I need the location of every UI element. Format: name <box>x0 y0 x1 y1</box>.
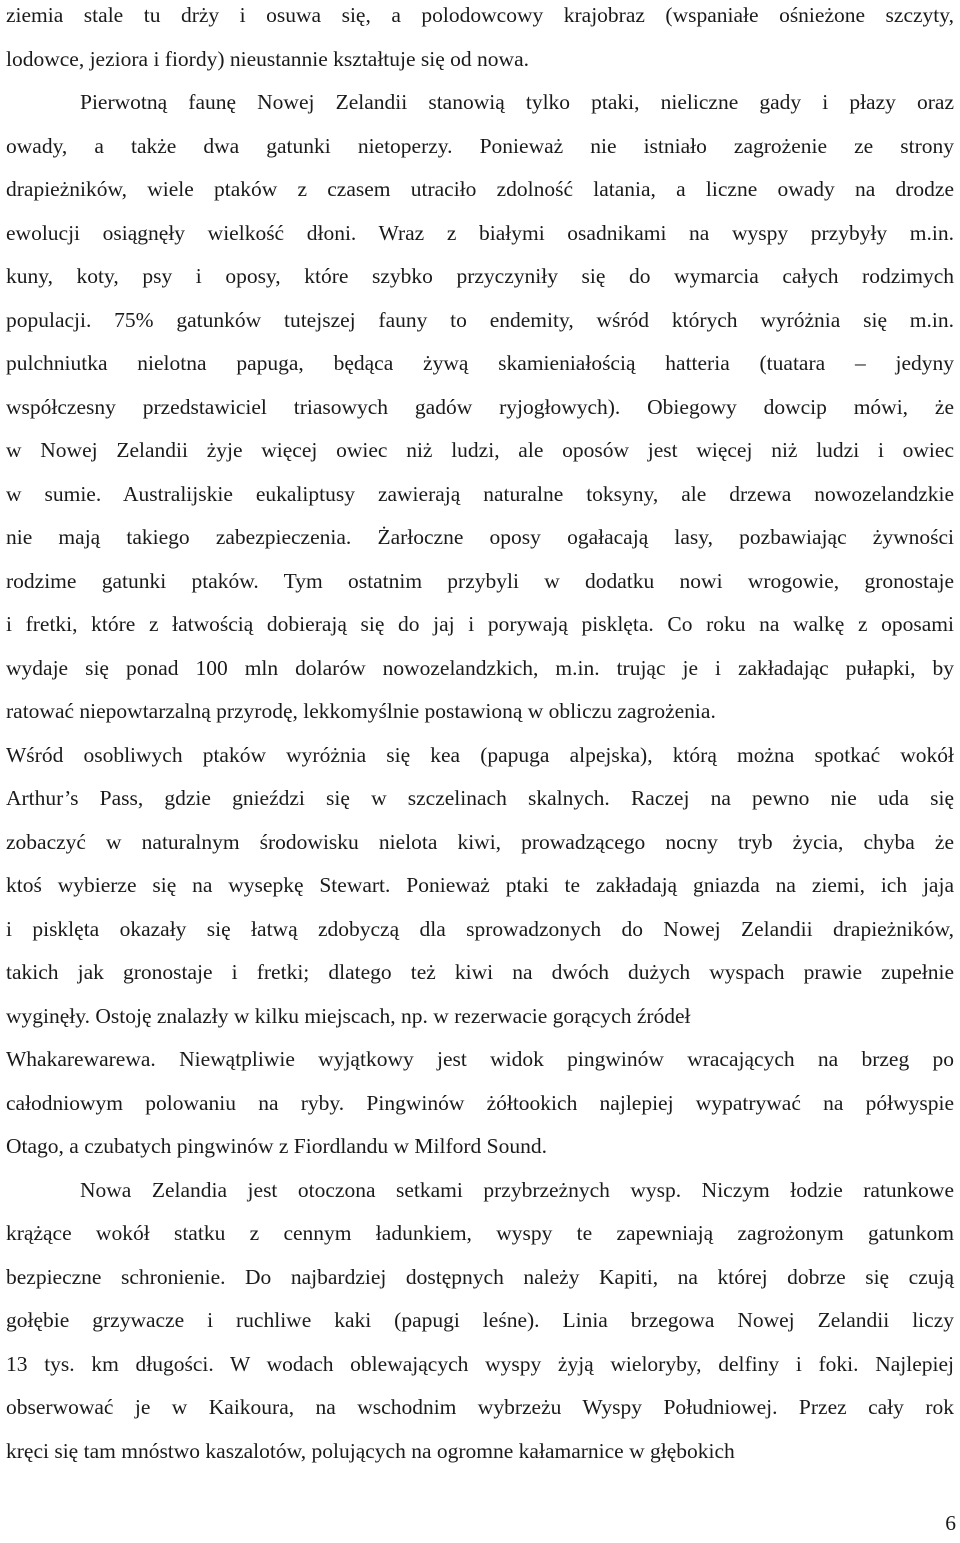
text-line: ziemia stale tu drży i osuwa się, a polodowcowy krajobraz (wspaniałe ośnieżone szczyty, <box>6 3 954 27</box>
text-line: gołębie grzywacze i ruchliwe kaki (papugi leśne). Linia brzegowa Nowej Zelandii liczy <box>6 1308 954 1332</box>
text-line: Whakarewarewa. Niewątpliwie wyjątkowy jest widok pingwinów wracających na brzeg po <box>6 1047 954 1071</box>
text-line: współczesny przedstawiciel triasowych gadów ryjogłowych). Obiegowy dowcip mówi, że <box>6 395 954 419</box>
text-line: ratować niepowtarzalną przyrodę, lekkomyślnie postawioną w obliczu zagrożenia. <box>6 699 716 723</box>
text-line: pulchniutka nielotna papuga, będąca żywą skamieniałością hatteria (tuatara – jedyny <box>6 351 954 375</box>
text-line: bezpieczne schronienie. Do najbardziej dostępnych należy Kapiti, na której dobrze się czują <box>6 1265 954 1289</box>
text-line: owady, a także dwa gatunki nietoperzy. Ponieważ nie istniało zagrożenie ze strony <box>6 134 954 158</box>
text-line: takich jak gronostaje i fretki; dlatego też kiwi na dwóch dużych wyspach prawie zupełnie <box>6 960 954 984</box>
text-line: i fretki, które z łatwością dobierają się do jaj i porywają pisklęta. Co roku na walkę z oposami <box>6 612 954 636</box>
text-line: obserwować je w Kaikoura, na wschodnim wybrzeżu Wyspy Południowej. Przez cały rok <box>6 1395 954 1419</box>
text-line: Nowa Zelandia jest otoczona setkami przybrzeżnych wysp. Niczym łodzie ratunkowe <box>80 1178 954 1202</box>
text-line: i pisklęta okazały się łatwą zdobyczą dla sprowadzonych do Nowej Zelandii drapieżników, <box>6 917 954 941</box>
text-line: w Nowej Zelandii żyje więcej owiec niż ludzi, ale oposów jest więcej niż ludzi i owiec <box>6 438 954 462</box>
text-line: populacji. 75% gatunków tutejszej fauny to endemity, wśród których wyróżnia się m.in. <box>6 308 954 332</box>
text-line: całodniowym polowaniu na ryby. Pingwinów żółtookich najlepiej wypatrywać na półwyspie <box>6 1091 954 1115</box>
text-line: kręci się tam mnóstwo kaszalotów, polujących na ogromne kałamarnice w głębokich <box>6 1439 735 1463</box>
text-line: Otago, a czubatych pingwinów z Fiordlandu w Milford Sound. <box>6 1134 547 1158</box>
text-line: Pierwotną faunę Nowej Zelandii stanowią tylko ptaki, nieliczne gady i płazy oraz <box>80 90 954 114</box>
text-line: Arthur’s Pass, gdzie gnieździ się w szczelinach skalnych. Raczej na pewno nie uda się <box>6 786 954 810</box>
page-number: 6 <box>945 1511 956 1535</box>
text-line: ktoś wybierze się na wysepkę Stewart. Ponieważ ptaki te zakładają gniazda na ziemi, ich jaja <box>6 873 954 897</box>
text-line: rodzime gatunki ptaków. Tym ostatnim przybyli w dodatku nowi wrogowie, gronostaje <box>6 569 954 593</box>
text-line: krążące wokół statku z cennym ładunkiem, wyspy te zapewniają zagrożonym gatunkom <box>6 1221 954 1245</box>
text-line: wydaje się ponad 100 mln dolarów nowozelandzkich, m.in. trując je i zakładając pułapki, by <box>6 656 954 680</box>
text-line: kuny, koty, psy i oposy, które szybko przyczyniły się do wymarcia całych rodzimych <box>6 264 954 288</box>
text-line: w sumie. Australijskie eukaliptusy zawierają naturalne toksyny, ale drzewa nowozelandzkie <box>6 482 954 506</box>
text-line: Wśród osobliwych ptaków wyróżnia się kea (papuga alpejska), którą można spotkać wokół <box>6 743 954 767</box>
text-line: 13 tys. km długości. W wodach oblewających wyspy żyją wieloryby, delfiny i foki. Najlepiej <box>6 1352 954 1376</box>
text-line: wyginęły. Ostoję znalazły w kilku miejscach, np. w rezerwacie gorących źródeł <box>6 1004 691 1028</box>
text-line: drapieżników, wiele ptaków z czasem utraciło zdolność latania, a liczne owady na drodze <box>6 177 954 201</box>
text-line: nie mają takiego zabezpieczenia. Żarłoczne oposy ogałacają lasy, pozbawiając żywności <box>6 525 954 549</box>
text-line: zobaczyć w naturalnym środowisku nielota kiwi, prowadzącego nocny tryb życia, chyba że <box>6 830 954 854</box>
text-line: ewolucji osiągnęły wielkość dłoni. Wraz z białymi osadnikami na wyspy przybyły m.in. <box>6 221 954 245</box>
text-line: lodowce, jeziora i fiordy) nieustannie kształtuje się od nowa. <box>6 47 530 71</box>
